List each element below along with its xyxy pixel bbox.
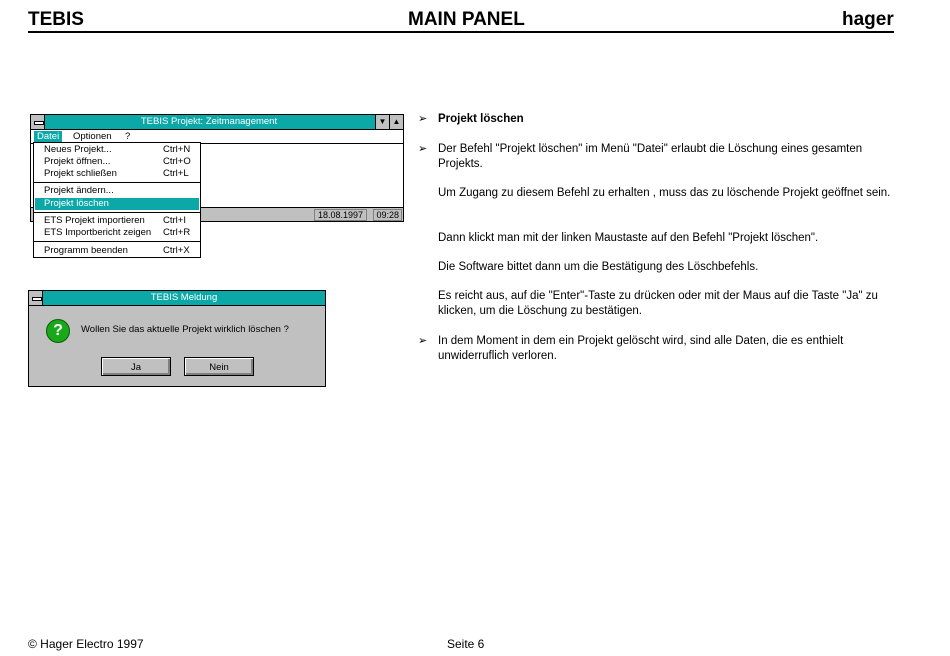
footer-copyright: © Hager Electro 1997 xyxy=(28,637,144,651)
paragraph-1: Der Befehl "Projekt löschen" im Menü "Datei" erlaubt die Löschung eines gesamten Projekts. xyxy=(438,143,863,170)
menu-item-label: Projekt öffnen... xyxy=(44,156,111,167)
menu-help[interactable]: ? xyxy=(125,131,131,142)
menu-item-shortcut: Ctrl+O xyxy=(163,156,191,167)
section-heading: Projekt löschen xyxy=(438,113,524,125)
paragraph-4: Die Software bittet dann um die Bestätigung des Löschbefehls. xyxy=(438,261,759,273)
datei-dropdown-menu xyxy=(33,142,201,258)
paragraph-6: In dem Moment in dem ein Projekt gelöscht wird, sind alle Daten, die es enthielt unwiderruflich verloren. xyxy=(438,335,844,362)
dialog-titlebar[interactable] xyxy=(29,291,325,306)
menu-item-projekt-loeschen[interactable] xyxy=(35,198,199,210)
header-left: TEBIS xyxy=(28,9,84,30)
minimize-icon[interactable]: ▼ xyxy=(375,115,389,129)
page-number: Seite 6 xyxy=(447,637,485,651)
menu-item-shortcut: Ctrl+I xyxy=(163,215,186,226)
menu-item-label: ETS Importbericht zeigen xyxy=(44,227,152,238)
menu-separator xyxy=(34,241,200,242)
yes-button[interactable]: Ja xyxy=(101,357,171,376)
status-time: 09:28 xyxy=(373,209,402,221)
menu-item-ets-importbericht[interactable] xyxy=(35,227,199,239)
menu-item-shortcut: Ctrl+N xyxy=(163,144,191,155)
menu-item-label: Neues Projekt... xyxy=(44,144,112,155)
menu-item-shortcut: Ctrl+R xyxy=(163,227,191,238)
dialog-title: TEBIS Meldung xyxy=(150,292,218,303)
menu-item-shortcut: Ctrl+L xyxy=(163,168,189,179)
menu-item-programm-beenden[interactable] xyxy=(35,245,199,257)
menu-item-label: ETS Projekt importieren xyxy=(44,215,145,226)
bullet-icon: ➢ xyxy=(418,335,428,347)
menu-item-label: Projekt löschen xyxy=(44,198,109,209)
status-date: 18.08.1997 xyxy=(314,209,367,221)
maximize-icon[interactable]: ▲ xyxy=(389,115,403,129)
paragraph-3: Dann klickt man mit der linken Maustaste auf den Befehl "Projekt löschen". xyxy=(438,232,819,244)
no-button[interactable]: Nein xyxy=(184,357,254,376)
header-brand: hager xyxy=(842,9,894,30)
system-menu-icon[interactable] xyxy=(29,291,43,305)
menu-separator xyxy=(34,212,200,213)
header-title: MAIN PANEL xyxy=(408,9,525,30)
menu-datei[interactable]: Datei xyxy=(34,131,62,142)
menu-item-ets-importieren[interactable] xyxy=(35,215,199,227)
menu-item-label: Projekt ändern... xyxy=(44,185,114,196)
window-title: TEBIS Projekt: Zeitmanagement xyxy=(140,116,278,127)
menu-item-projekt-oeffnen[interactable] xyxy=(35,156,199,168)
menu-optionen[interactable]: Optionen xyxy=(73,131,112,142)
paragraph-2: Um Zugang zu diesem Befehl zu erhalten , muss das zu löschende Projekt geöffnet sein. xyxy=(438,187,891,199)
system-menu-icon[interactable] xyxy=(31,115,45,129)
menu-item-neues-projekt[interactable] xyxy=(35,144,199,156)
menu-item-projekt-aendern[interactable] xyxy=(35,185,199,197)
menu-item-projekt-schliessen[interactable] xyxy=(35,168,199,180)
question-icon: ? xyxy=(46,319,70,343)
bullet-icon: ➢ xyxy=(418,113,428,125)
paragraph-5: Es reicht aus, auf die "Enter"-Taste zu drücken oder mit der Maus auf die Taste "Ja" zu klicken, um die Löschung zu bestätigen. xyxy=(438,290,878,317)
confirm-dialog xyxy=(28,290,326,387)
menu-item-label: Programm beenden xyxy=(44,245,128,256)
header-rule xyxy=(28,31,894,33)
menu-separator xyxy=(34,182,200,183)
dialog-message: Wollen Sie das aktuelle Projekt wirklich löschen ? xyxy=(81,324,289,335)
window-titlebar[interactable] xyxy=(31,115,403,130)
bullet-icon: ➢ xyxy=(418,143,428,155)
menu-item-label: Projekt schließen xyxy=(44,168,117,179)
menu-item-shortcut: Ctrl+X xyxy=(163,245,190,256)
